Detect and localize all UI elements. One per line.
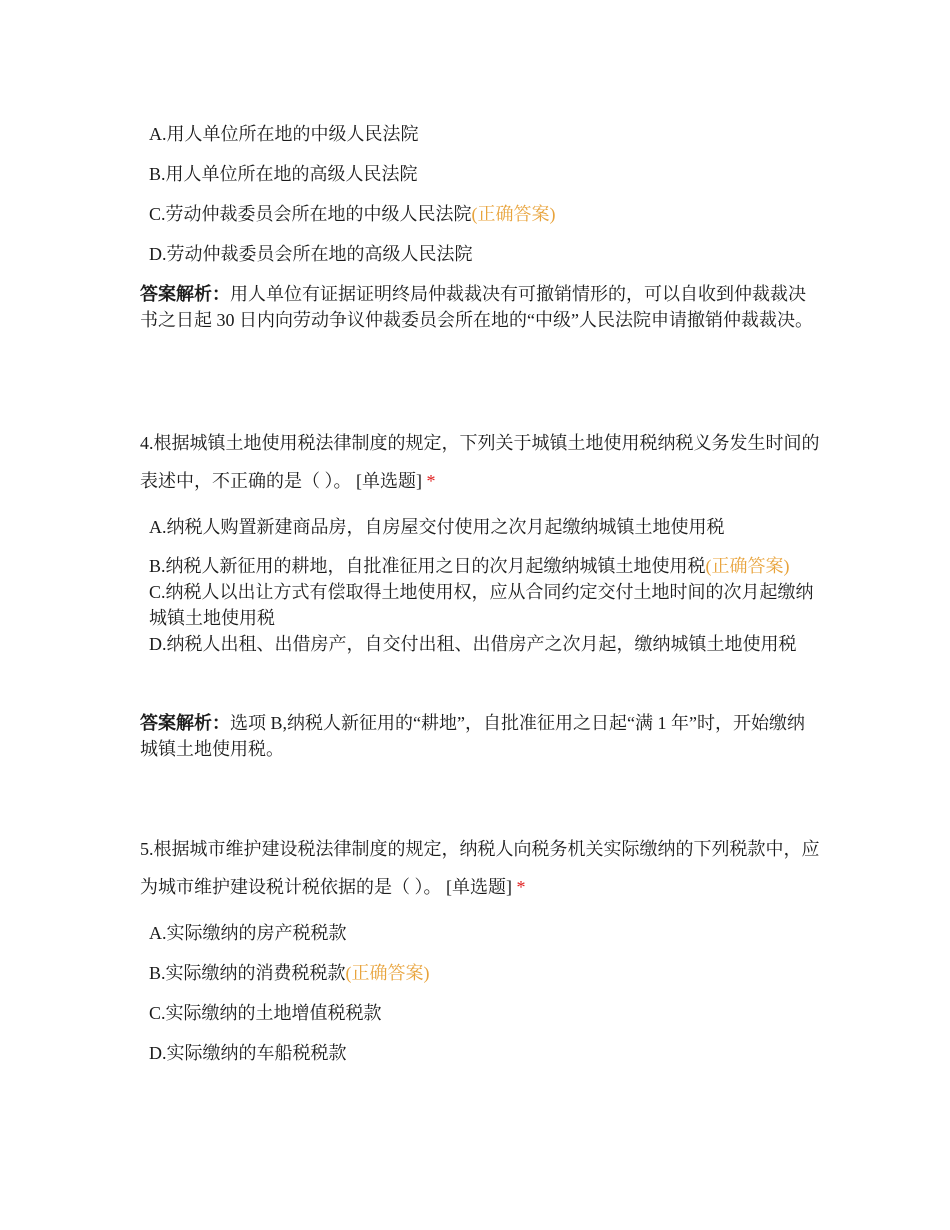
option-text: C.实际缴纳的土地增值税税款 (149, 1003, 382, 1023)
q5-option-d (140, 1040, 820, 1066)
option-text: D.纳税人出租、出借房产，自交付出租、出借房产之次月起，缴纳城镇土地使用税 (149, 634, 797, 654)
option-text: A.纳税人购置新建商品房，自房屋交付使用之次月起缴纳城镇土地使用税 (149, 517, 725, 537)
required-mark: * (426, 471, 436, 491)
analysis-text: 选项 B,纳税人新征用的“耕地”，自批准征用之日起“满 1 年”时，开始缴纳城镇土地使用税。 (140, 713, 805, 759)
option-text: D.实际缴纳的车船税税款 (149, 1043, 347, 1063)
q4-option-d (140, 631, 820, 657)
question-text: 4.根据城镇土地使用税法律制度的规定，下列关于城镇土地使用税纳税义务发生时间的表述中，不正确的是（ ）。 (140, 433, 820, 491)
q5-option-c (140, 1000, 820, 1026)
analysis-text: 用人单位有证据证明终局仲裁裁决有可撤销情形的，可以自收到仲裁裁决书之日起 30 日内向劳动争议仲裁委员会所在地的“中级”人民法院申请撤销仲裁裁决。 (140, 284, 813, 330)
q4-option-c (140, 579, 820, 631)
q5-question (140, 830, 820, 906)
required-mark: * (516, 877, 526, 897)
option-text: B.实际缴纳的消费税税款 (149, 963, 346, 983)
option-text: B.用人单位所在地的高级人民法院 (149, 164, 418, 184)
analysis-label: 答案解析： (140, 713, 230, 733)
option-text: A.用人单位所在地的中级人民法院 (149, 124, 419, 144)
q3-option-c (140, 201, 820, 227)
correct-answer-tag: (正确答案) (345, 963, 430, 983)
question-type: [单选题] (356, 471, 422, 491)
q4-option-a (140, 514, 820, 540)
q3-option-b (140, 161, 820, 187)
q5-options (140, 920, 820, 1080)
q3-options (140, 121, 820, 281)
question-type: [单选题] (446, 877, 512, 897)
option-text: C.劳动仲裁委员会所在地的中级人民法院 (149, 204, 472, 224)
option-text: A.实际缴纳的房产税税款 (149, 923, 347, 943)
analysis-paragraph (140, 710, 820, 762)
option-text: B.纳税人新征用的耕地，自批准征用之日的次月起缴纳城镇土地使用税 (149, 556, 706, 576)
q4-question (140, 424, 820, 500)
q4-option-b (140, 553, 820, 579)
q5-option-a (140, 920, 820, 946)
analysis-paragraph (140, 281, 820, 333)
question-text: 5.根据城市维护建设税法律制度的规定，纳税人向税务机关实际缴纳的下列税款中，应为城市维护建设税计税依据的是（ ）。 (140, 839, 820, 897)
q4-analysis (140, 710, 820, 762)
option-text: C.纳税人以出让方式有偿取得土地使用权，应从合同约定交付土地时间的次月起缴纳城镇土地使用税 (149, 582, 814, 628)
analysis-label: 答案解析： (140, 284, 230, 304)
q3-option-d (140, 241, 820, 267)
q5-option-b (140, 960, 820, 986)
correct-answer-tag: (正确答案) (705, 556, 790, 576)
q3-analysis (140, 281, 820, 333)
question-text-paragraph (140, 830, 820, 906)
q4-options (140, 514, 820, 657)
q3-option-a (140, 121, 820, 147)
correct-answer-tag: (正确答案) (471, 204, 556, 224)
question-text-paragraph (140, 424, 820, 500)
option-text: D.劳动仲裁委员会所在地的高级人民法院 (149, 244, 473, 264)
